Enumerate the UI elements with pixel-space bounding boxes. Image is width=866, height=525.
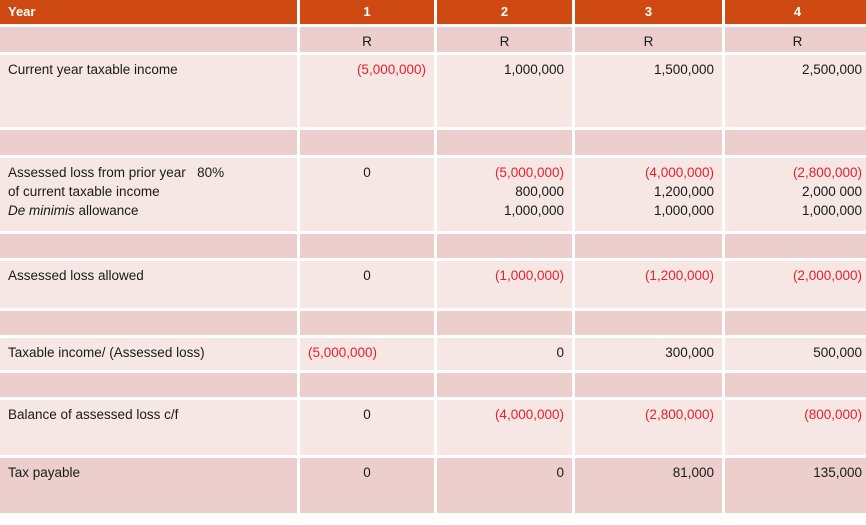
balance-row (0, 400, 866, 455)
assessed-2-a: (5,000,000) (494, 165, 564, 180)
assessed-loss-label (0, 158, 297, 231)
spacer-row (0, 234, 866, 258)
allowed-label: Assessed loss allowed (0, 261, 297, 308)
assessed-4-a: (2,800,000) (792, 165, 862, 180)
assessed-line1b: 80% (197, 165, 225, 180)
allowed-2: (1,000,000) (437, 261, 572, 308)
col-header-3: 3 (575, 0, 722, 24)
taxable-2: 0 (437, 338, 572, 370)
balance-label: Balance of assessed loss c/f (0, 400, 297, 455)
taxable-4: 500,000 (725, 338, 866, 370)
year-header: Year (0, 0, 297, 24)
assessed-loss-row (0, 158, 866, 231)
assessed-line1a: Assessed loss from prior year (8, 165, 186, 180)
balance-4: (800,000) (725, 400, 866, 455)
allowed-4: (2,000,000) (725, 261, 866, 308)
taxable-row (0, 338, 866, 370)
tax-payable-4: 135,000 (725, 458, 866, 513)
assessed-3-a: (4,000,000) (644, 165, 714, 180)
currency-row (0, 27, 866, 52)
taxable-3: 300,000 (575, 338, 722, 370)
allowed-3: (1,200,000) (575, 261, 722, 308)
assessed-line2: of current taxable income (8, 184, 160, 199)
allowed-row (0, 261, 866, 308)
tax-payable-2: 0 (437, 458, 572, 513)
assessed-loss-4 (725, 158, 866, 231)
allowed-1: 0 (300, 261, 434, 308)
taxable-label: Taxable income/ (Assessed loss) (0, 338, 297, 370)
currency-2: R (437, 27, 572, 52)
balance-1: 0 (300, 400, 434, 455)
assessed-loss-3 (575, 158, 722, 231)
col-header-2: 2 (437, 0, 572, 24)
assessed-3-b: 1,200,000 (653, 184, 714, 199)
currency-3: R (575, 27, 722, 52)
taxable-1: (5,000,000) (300, 338, 434, 370)
current-income-row (0, 55, 866, 127)
col-header-1: 1 (300, 0, 434, 24)
allowance-text: allowance (74, 203, 139, 218)
current-income-3: 1,500,000 (575, 55, 722, 127)
assessed-1-a: 0 (363, 165, 371, 180)
spacer-row (0, 130, 866, 155)
col-header-4: 4 (725, 0, 866, 24)
current-income-1: (5,000,000) (300, 55, 434, 127)
balance-3: (2,800,000) (575, 400, 722, 455)
assessed-loss-1 (300, 158, 434, 231)
current-income-4: 2,500,000 (725, 55, 866, 127)
current-income-2: 1,000,000 (437, 55, 572, 127)
assessed-4-c: 1,000,000 (801, 203, 862, 218)
assessed-2-c: 1,000,000 (503, 203, 564, 218)
assessed-3-c: 1,000,000 (653, 203, 714, 218)
tax-payable-label: Tax payable (0, 458, 297, 513)
assessed-4-b: 2,000 000 (801, 184, 862, 199)
currency-1: R (300, 27, 434, 52)
currency-4: R (725, 27, 866, 52)
spacer-row (0, 373, 866, 397)
current-income-label: Current year taxable income (0, 55, 297, 127)
de-minimis-italic: De minimis (8, 203, 75, 218)
header-row (0, 0, 866, 24)
tax-payable-row (0, 458, 866, 513)
currency-label (0, 27, 297, 52)
tax-payable-1: 0 (300, 458, 434, 513)
assessed-loss-2 (437, 158, 572, 231)
balance-2: (4,000,000) (437, 400, 572, 455)
spacer-row (0, 311, 866, 335)
tax-payable-3: 81,000 (575, 458, 722, 513)
assessed-2-b: 800,000 (515, 184, 564, 199)
